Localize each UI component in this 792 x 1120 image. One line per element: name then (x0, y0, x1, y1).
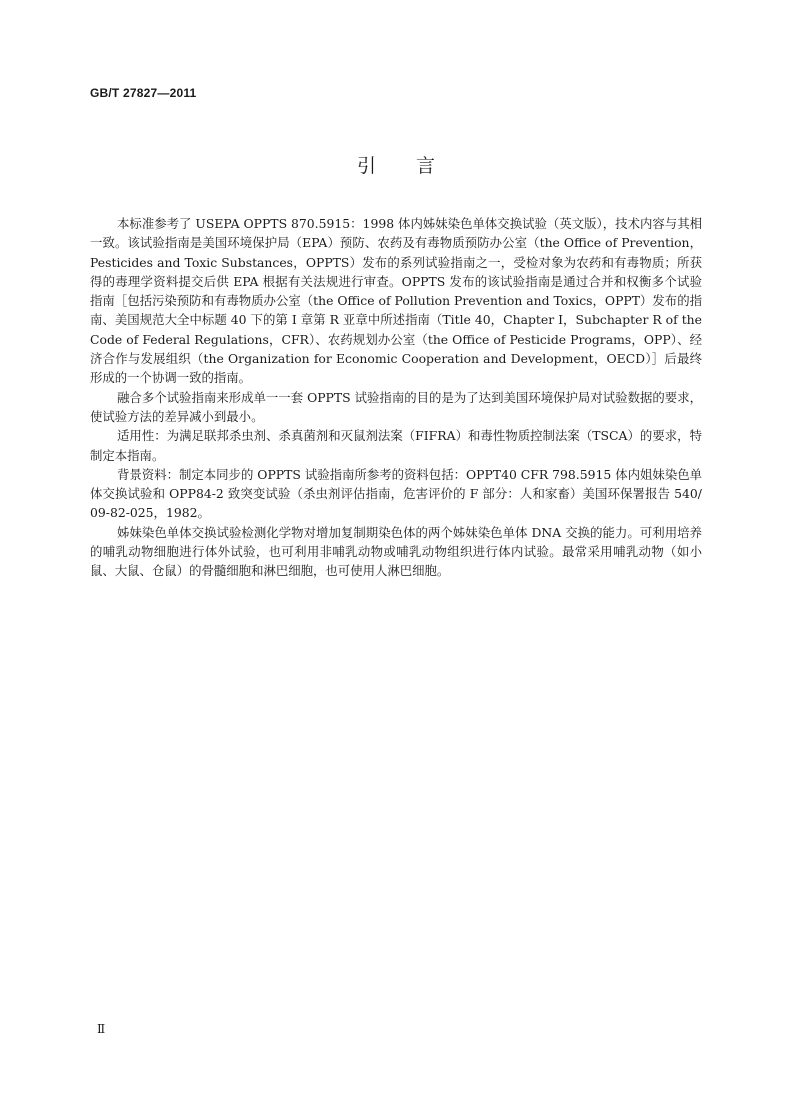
paragraph-background: 背景资料：制定本同步的 OPPTS 试验指南所参考的资料包括：OPPT40 CFR 798.5915 体内姐妹染色单体交换试验和 OPP84-2 致突变试验（杀虫剂评估指南，危害评价的 F 部分：人和家畜）美国环保署报告 540/09-82-025，1982。 (90, 466, 702, 521)
page-number: Ⅱ (97, 1022, 106, 1036)
standard-code: GB/T 27827—2011 (90, 86, 197, 100)
paragraph-reference-standard: 本标准参考了 USEPA OPPTS 870.5915：1998 体内姊妹染色单体交换试验（英文版），技术内容与其相一致。该试验指南是美国环境保护局（EPA）预防、农药及有毒物质预防办公室（the Office of Prevention，Pesticides and Toxic Substances，OPPTS）发布的系列试验指南之一，受检对象为农药和有毒物质；所获得的毒理学资料提交后供 EPA 根据有关法规进行审查。OPPTS 发布的该试验指南是通过合并和权衡多个试验指南［包括污染预防和有毒物质办公室（the Office of Pollution Prevention and Toxics，OPPT）发布的指南、美国规范大全中标题 40 下的第 I 章第 R 亚章中所述指南（Title 40，Chapter I，Subchapter R of the Code of Federal Regulations，CFR）、农药规划办公室（the Office of Pesticide Programs，OPP）、经济合作与发展组织（the Organization for Economic Cooperation and Development，OECD）］后最终形成的一个协调一致的指南。 (90, 216, 702, 386)
paragraph-purpose: 融合多个试验指南来形成单一一套 OPPTS 试验指南的目的是为了达到美国环境保护局对试验数据的要求，使试验方法的差异减小到最小。 (90, 389, 702, 424)
body-text (90, 214, 702, 581)
paragraph-applicability: 适用性：为满足联邦杀虫剂、杀真菌剂和灭鼠剂法案（FIFRA）和毒性物质控制法案（TSCA）的要求，特制定本指南。 (90, 428, 702, 463)
paragraph-test-description: 姊妹染色单体交换试验检测化学物对增加复制期染色体的两个姊妹染色单体 DNA 交换的能力。可利用培养的哺乳动物细胞进行体外试验，也可利用非哺乳动物或哺乳动物组织进行体内试验。最常采用哺乳动物（如小鼠、大鼠、仓鼠）的骨髓细胞和淋巴细胞，也可使用人淋巴细胞。 (90, 524, 702, 579)
page-title: 引言 (356, 155, 475, 177)
